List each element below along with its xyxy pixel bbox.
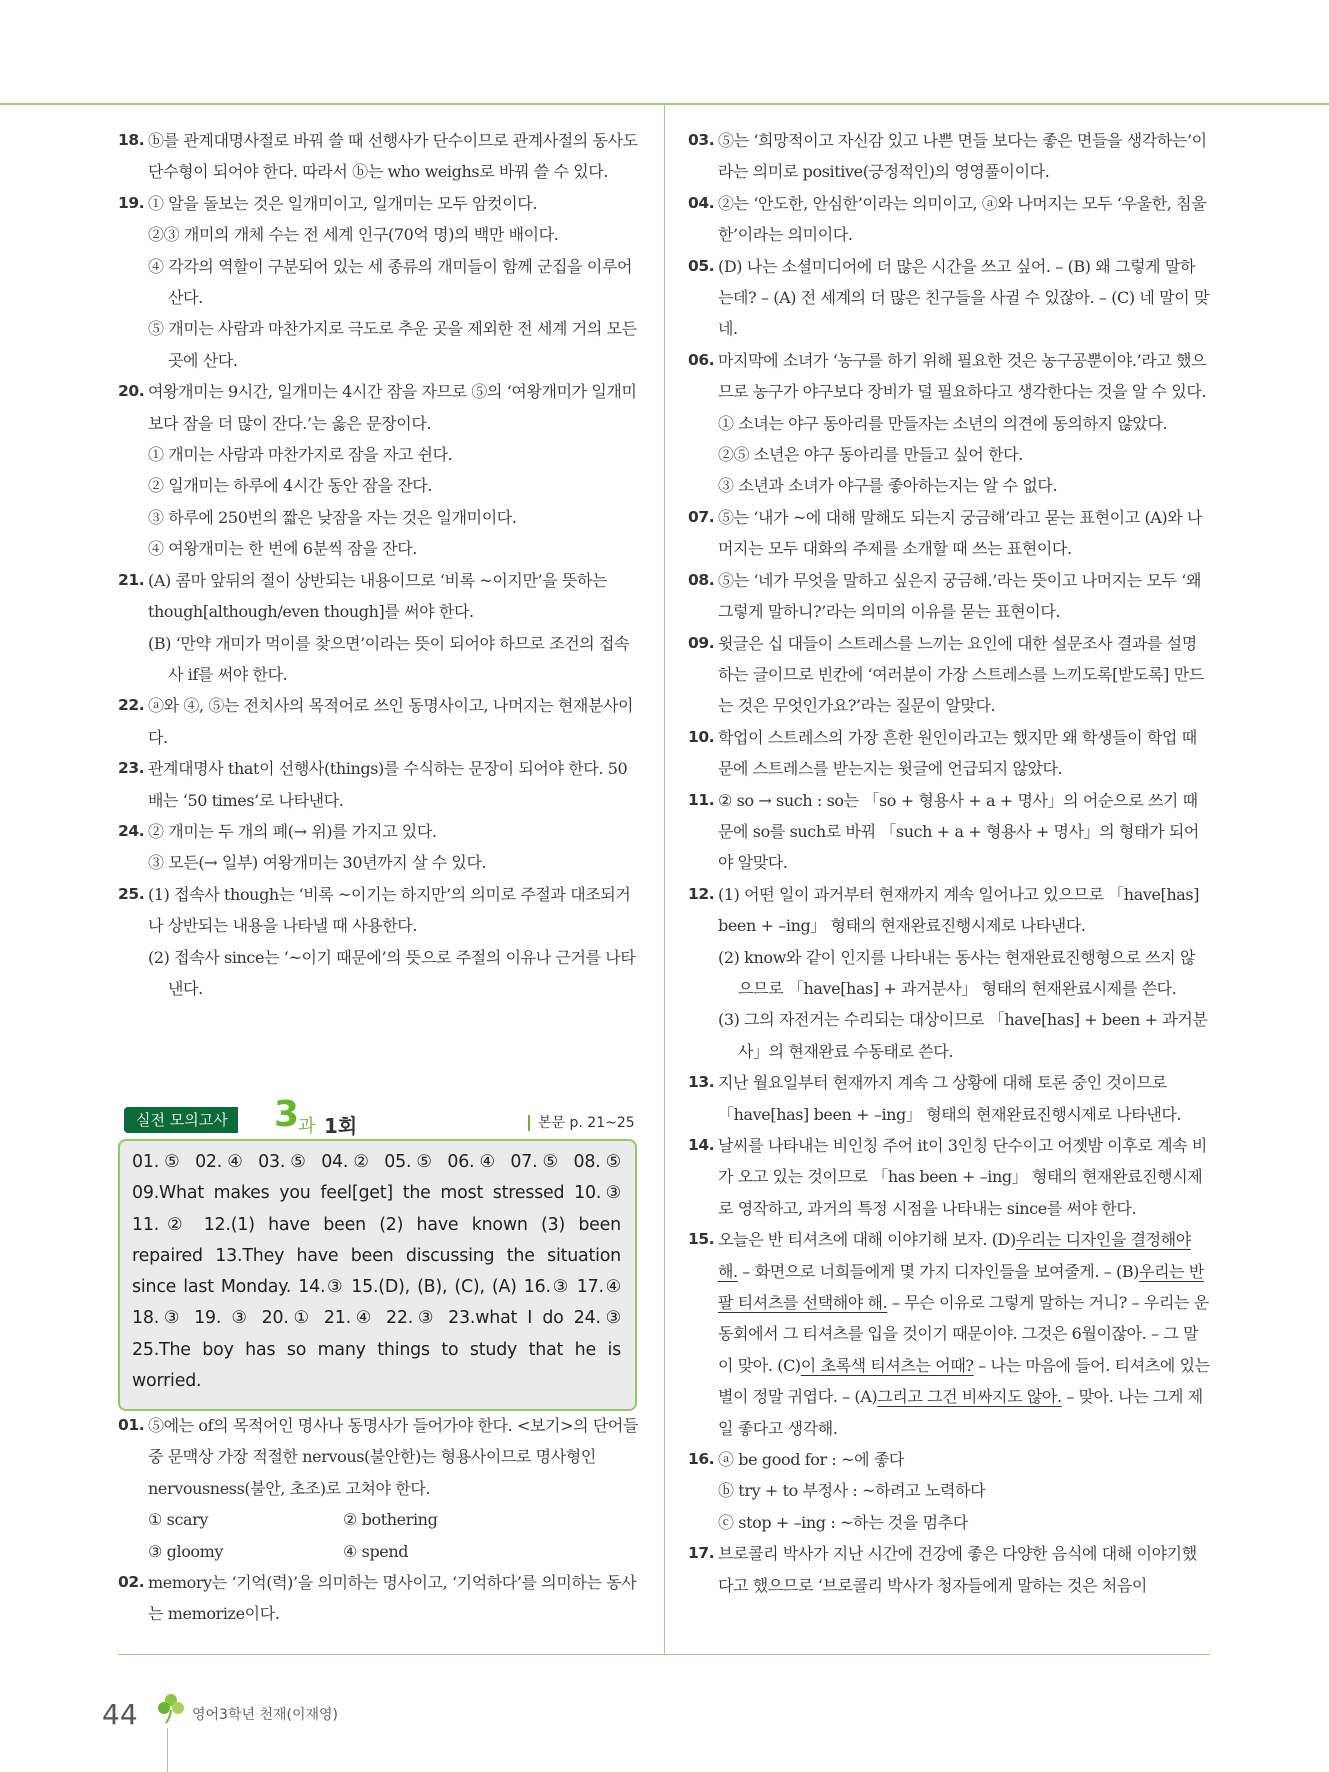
- item-number: 12.: [688, 884, 715, 903]
- margin-line: [167, 1728, 168, 1772]
- item-text: 지난 월요일부터 현재까지 계속 그 상황에 대해 토론 중인 것이므로 「have[has] been + –ing」 형태의 현재완료진행시제로 나타낸다.: [718, 1073, 1182, 1124]
- answer-item: [688, 722, 1210, 785]
- sub-item: (2) know와 같이 인지를 나타내는 동사는 현재완료진행형으로 쓰지 않으므로 「have[has] + 과거분사」 형태의 현재완료시제를 쓴다.: [718, 947, 1196, 998]
- item-number: 23.: [118, 759, 145, 778]
- sub-item: ②③ 개미의 개체 수는 전 세계 인구(70억 명)의 백만 배이다.: [148, 225, 559, 245]
- item-text: ②는 ‘안도한, 안심한’이라는 의미이고, ⓐ와 나머지는 모두 ‘우울한, 침울한’이라는 의미이다.: [718, 193, 1207, 245]
- underlined-text: 우리는 디자인을 결정해야 해.: [718, 1230, 1191, 1281]
- item-text: (A) 콤마 앞뒤의 절이 상반되는 내용이므로 ‘비록 ~이지만’을 뜻하는 though[although/even though]를 써야 한다.: [148, 570, 608, 622]
- sub-item: ⑤ 개미는 사람과 마찬가지로 극도로 추운 곳을 제외한 전 세계 거의 모든 곳에 산다.: [148, 319, 637, 370]
- option: ③ gloomy: [148, 1541, 224, 1561]
- answer-item: [688, 345, 1210, 408]
- option: ④ spend: [343, 1541, 409, 1561]
- item-number: 24.: [118, 821, 145, 840]
- answer-key-line: 01.⑤ 02.④ 03.⑤ 04.② 05.⑤ 06.④ 07.⑤ 08.⑤: [132, 1152, 621, 1172]
- answer-item: [118, 188, 642, 219]
- answer-item: [688, 1130, 1210, 1224]
- item-number: 07.: [688, 507, 715, 526]
- left-column-bottom: [118, 1410, 642, 1630]
- plain-text: – 나는 마음에 들어. 티셔츠에 있는 별이 정말 귀엽다. – (A): [718, 1355, 1210, 1407]
- answer-item: [118, 125, 642, 188]
- item-text: ① 알을 돌보는 것은 일개미이고, 일개미는 모두 암컷이다.: [148, 193, 538, 213]
- answer-item: [118, 879, 642, 942]
- item-number: 04.: [688, 193, 715, 212]
- clover-leaf-icon: [157, 1692, 185, 1724]
- sub-item: (3) 그의 자전거는 수리되는 대상이므로 「have[has] + been + 과거분사」의 현재완료 수동태로 쓴다.: [718, 1010, 1208, 1061]
- sub-item: ③ 모든(→ 일부) 여왕개미는 30년까지 살 수 있다.: [148, 853, 487, 873]
- sub-item: ② 일개미는 하루에 4시간 동안 잠을 잔다.: [148, 476, 433, 496]
- answer-item: [118, 690, 642, 753]
- item-text: ⑤는 ‘내가 ~에 대해 말해도 되는지 궁금해’라고 묻는 표현이고 (A)와 나머지는 모두 대화의 주제를 소개할 때 쓰는 표현이다.: [718, 507, 1203, 559]
- option: ② bothering: [343, 1510, 438, 1530]
- answer-key-line: 25.The boy has so many things to study that he is: [132, 1339, 621, 1360]
- answer-item: [688, 251, 1210, 345]
- sub-item: (B) ‘만약 개미가 먹이를 찾으면’이라는 뜻이 되어야 하므로 조건의 접속사 if를 써야 한다.: [148, 633, 630, 684]
- item-text: (1) 어떤 일이 과거부터 현재까지 계속 일어나고 있으므로 「have[has] been + –ing」 형태의 현재완료진행시제로 나타낸다.: [718, 884, 1200, 936]
- answer-key-line: 09.What makes you feel[get] the most stressed 10.③: [132, 1183, 621, 1204]
- answer-item: [688, 1444, 1210, 1475]
- item-text: 관계대명사 that이 선행사(things)를 수식하는 문장이 되어야 한다. 50배는 ‘50 times’로 나타낸다.: [148, 759, 628, 810]
- answer-item: [688, 188, 1210, 251]
- item-number: 16.: [688, 1450, 715, 1469]
- sub-item: (2) 접속사 since는 ‘~이기 때문에’의 뜻으로 주절의 이유나 근거를 나타낸다.: [148, 947, 636, 998]
- exam-page-reference: 본문 p. 21~25: [528, 1115, 635, 1131]
- answer-item: [688, 785, 1210, 879]
- answer-item: [688, 1224, 1210, 1444]
- item-number: 11.: [688, 790, 715, 809]
- exam-header: [124, 1094, 644, 1140]
- item-number: 01.: [118, 1416, 145, 1434]
- item-text: 브로콜리 박사가 지난 시간에 건강에 좋은 다양한 음식에 대해 이야기했다고 했으므로 ‘브로콜리 박사가 청자들에게 말하는 것은 처음이: [718, 1544, 1197, 1595]
- book-title: 영어3학년 천재(이재영): [192, 1707, 338, 1723]
- item-number: 22.: [118, 696, 145, 715]
- answer-item: [118, 753, 642, 816]
- option-row: [118, 1504, 642, 1535]
- plain-text: – 화면으로 너희들에게 몇 가지 디자인들을 보여줄게. – (B): [737, 1261, 1140, 1281]
- answer-item: [688, 565, 1210, 628]
- page-number: 44: [102, 1698, 138, 1731]
- sub-item: ②⑤ 소년은 야구 동아리를 만들고 싶어 한다.: [718, 445, 1023, 465]
- answer-key-line: repaired 13.They have been discussing the situation: [132, 1245, 621, 1266]
- item-number: 05.: [688, 256, 715, 275]
- item-text: 학업이 스트레스의 가장 흔한 원인이라고는 했지만 왜 학생들이 학업 때문에 스트레스를 받는지는 윗글에 언급되지 않았다.: [718, 727, 1197, 779]
- answer-item: [688, 1538, 1210, 1601]
- underlined-text: 그리고 그건 비싸지도 않아.: [877, 1387, 1062, 1407]
- exam-badge: 실전 모의고사: [124, 1107, 238, 1133]
- sub-item: ④ 각각의 역할이 구분되어 있는 세 종류의 개미들이 함께 군집을 이루어 산다.: [148, 256, 633, 308]
- item-number: 09.: [688, 633, 715, 652]
- underlined-text: 우리는 반팔 티셔츠를 선택해야 해.: [718, 1261, 1204, 1313]
- item-text: 여왕개미는 9시간, 일개미는 4시간 잠을 자므로 ⑤의 ‘여왕개미가 일개미보다 잠을 더 많이 잔다.’는 옳은 문장이다.: [148, 382, 637, 433]
- exam-lesson-suffix: 과: [298, 1116, 316, 1137]
- option: ① scary: [148, 1510, 209, 1530]
- answer-item: [688, 628, 1210, 722]
- item-text: ⑤에는 of의 목적어인 명사나 동명사가 들어가야 한다. <보기>의 단어들 중 문맥상 가장 적절한 nervous(불안한)는 형용사이므로 명사형인 nervousness(불안, 초조)로 고쳐야 한다.: [148, 1416, 638, 1498]
- item-text: ⑤는 ‘네가 무엇을 말하고 싶은지 궁금해.’라는 뜻이고 나머지는 모두 ‘왜 그렇게 말하니?’라는 의미의 이유를 묻는 표현이다.: [718, 570, 1202, 622]
- item-number: 19.: [118, 193, 145, 212]
- answer-item: [688, 502, 1210, 565]
- item-number: 17.: [688, 1544, 715, 1563]
- item-text: ⑤는 ‘희망적이고 자신감 있고 나쁜 면들 보다는 좋은 면들을 생각하는’이라는 의미로 positive(긍정적인)의 영영풀이이다.: [718, 131, 1207, 182]
- answer-item: [118, 376, 642, 439]
- item-number: 15.: [688, 1230, 715, 1249]
- item-number: 14.: [688, 1136, 715, 1154]
- right-column: [688, 125, 1210, 1601]
- item-text: 마지막에 소녀가 ‘농구를 하기 위해 필요한 것은 농구공뿐이야.’라고 했으므로 농구가 야구보다 장비가 덜 필요하다고 생각한다는 것을 알 수 있다.: [718, 350, 1207, 402]
- answer-key-line: since last Monday. 14.③ 15.(D), (B), (C), (A) 16.③ 17.④: [132, 1277, 621, 1298]
- bottom-rule: [118, 1654, 1210, 1655]
- item-text: (D) 나는 소셜미디어에 더 많은 시간을 쓰고 싶어. – (B) 왜 그렇게 말하는데? – (A) 전 세계의 더 많은 친구들을 사귈 수 있잖아. – (C) 네 말이 맞네.: [718, 256, 1210, 339]
- item-text: 날씨를 나타내는 비인칭 주어 it이 3인칭 단수이고 어젯밤 이후로 계속 비가 오고 있는 것이므로 「has been + –ing」 형태의 현재완료진행시제로 영작하고, 과거의 특정 시점을 나타내는 since를 써야 한다.: [718, 1136, 1207, 1218]
- item-number: 10.: [688, 727, 715, 746]
- option-row: [118, 1536, 642, 1567]
- item-number: 08.: [688, 570, 715, 589]
- item-text: ⓐ be good for : ~에 좋다: [718, 1450, 904, 1470]
- underlined-text: 이 초록색 티셔츠는 어때?: [800, 1355, 974, 1375]
- answer-item: [688, 125, 1210, 188]
- answer-key-line: 18.③ 19. ③ 20.① 21.④ 22.③ 23.what I do 24.③: [132, 1308, 621, 1329]
- answer-item: [118, 816, 642, 847]
- sub-item: ① 소녀는 야구 동아리를 만들자는 소년의 의견에 동의하지 않았다.: [718, 413, 1168, 433]
- plain-text: – 무슨 이유로 그렇게 말하는 거니? – 우리는 운동회에서 그 티셔츠를 입을 것이기 때문이야. 그것은 6월이잖아. – 그 말이 맞아. (C): [718, 1293, 1209, 1375]
- item-text: memory는 ‘기억(력)’을 의미하는 명사이고, ‘기억하다’를 의미하는 동사는 memorize이다.: [148, 1573, 637, 1624]
- item-text: ② so → such : so는 「so + 형용사 + a + 명사」의 어순으로 쓰기 때문에 so를 such로 바꿔 「such + a + 형용사 + 명사」의 형태가 되어야 알맞다.: [718, 790, 1199, 873]
- left-column: [118, 125, 642, 1004]
- item-number: 20.: [118, 382, 145, 401]
- item-number: 06.: [688, 350, 715, 369]
- sub-item: ④ 여왕개미는 한 번에 6분씩 잠을 잔다.: [148, 539, 417, 559]
- sub-item: ① 개미는 사람과 마찬가지로 잠을 자고 쉰다.: [148, 445, 453, 465]
- answer-item: [688, 879, 1210, 942]
- item-text: [718, 1224, 1210, 1444]
- answer-item: [118, 565, 642, 628]
- answer-key-line: 11.② 12.(1) have been (2) have known (3) been: [132, 1214, 621, 1235]
- exam-round: 1회: [324, 1114, 358, 1138]
- sub-item: ③ 소년과 소녀가 야구를 좋아하는지는 알 수 없다.: [718, 476, 1058, 496]
- item-number: 21.: [118, 570, 145, 589]
- item-number: 02.: [118, 1573, 145, 1592]
- item-number: 18.: [118, 131, 145, 149]
- answer-item: [688, 1067, 1210, 1130]
- plain-text: 오늘은 반 티셔츠에 대해 이야기해 보자. (D): [718, 1230, 1016, 1250]
- sub-item: ③ 하루에 250번의 짧은 낮잠을 자는 것은 일개미이다.: [148, 507, 517, 527]
- answer-key-line: worried.: [132, 1371, 202, 1392]
- item-text: ② 개미는 두 개의 폐(→ 위)를 가지고 있다.: [148, 821, 437, 841]
- answer-item: [118, 1567, 642, 1630]
- item-number: 13.: [688, 1073, 715, 1092]
- answer-key-box: [118, 1139, 637, 1411]
- item-text: (1) 접속사 though는 ‘비록 ~이기는 하지만’의 의미로 주절과 대조되거나 상반되는 내용을 나타낼 때 사용한다.: [148, 884, 631, 936]
- column-divider: [664, 104, 665, 1654]
- answer-item: [118, 1410, 642, 1504]
- plain-text: – 맞아. 나는 그게 제일 좋다고 생각해.: [718, 1387, 1203, 1438]
- item-text: ⓑ를 관계대명사절로 바꿔 쓸 때 선행사가 단수이므로 관계사절의 동사도 단수형이 되어야 한다. 따라서 ⓑ는 who weighs로 바꿔 쓸 수 있다.: [148, 131, 638, 182]
- item-number: 25.: [118, 884, 145, 903]
- sub-item: ⓒ stop + –ing : ~하는 것을 멈추다: [718, 1512, 968, 1532]
- sub-item: ⓑ try + to 부정사 : ~하려고 노력하다: [718, 1481, 986, 1501]
- exam-lesson-number: 3: [274, 1094, 300, 1135]
- item-number: 03.: [688, 131, 715, 149]
- item-text: ⓐ와 ④, ⑤는 전치사의 목적어로 쓰인 동명사이고, 나머지는 현재분사이다.: [148, 696, 634, 747]
- item-text: 윗글은 십 대들이 스트레스를 느끼는 요인에 대한 설문조사 결과를 설명하는 글이므로 빈칸에 ‘여러분이 가장 스트레스를 느끼도록[받도록] 만드는 것은 무엇인가요?’라는 질문이 알맞다.: [718, 633, 1204, 716]
